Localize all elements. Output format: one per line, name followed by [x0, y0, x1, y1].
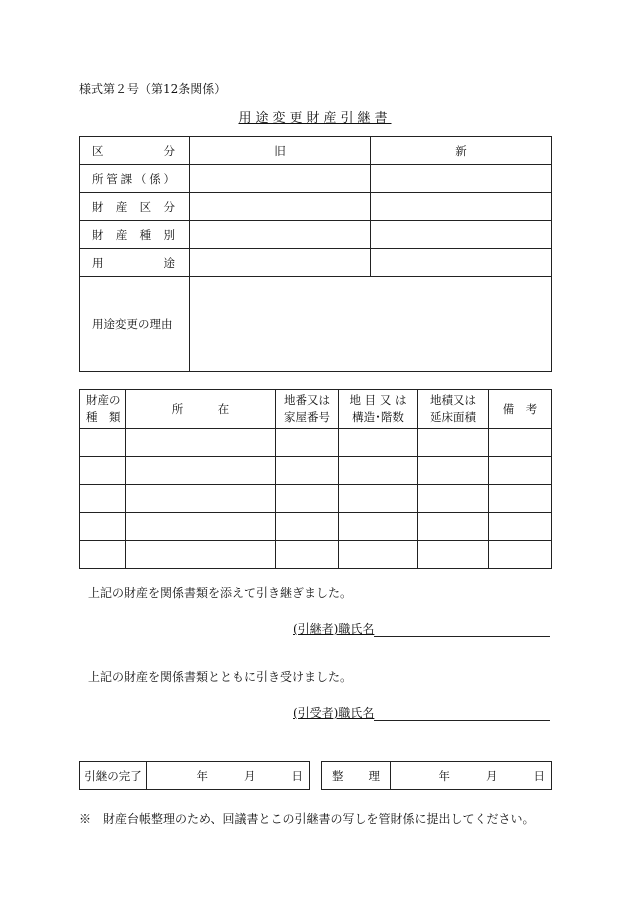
header-property-kind: 財産の 種 類 [80, 390, 126, 429]
header-location: 所 在 [126, 390, 276, 429]
header-kubun: 区 分 [80, 137, 190, 165]
row-label-property-type: 財産種別 [80, 221, 190, 249]
table-row [80, 541, 552, 569]
table-row [80, 513, 552, 541]
cell-old-property-type[interactable] [190, 221, 371, 249]
row-label-department: 所管課（係） [80, 165, 190, 193]
table-row [80, 429, 552, 457]
completion-date[interactable]: 年 月 日 [147, 762, 310, 790]
table-row [80, 485, 552, 513]
row-label-usage: 用 途 [80, 249, 190, 277]
seiri-date[interactable]: 年 月 日 [391, 762, 552, 790]
cell-new-department[interactable] [371, 165, 552, 193]
cell-reason[interactable] [190, 277, 552, 372]
signature-handover-label: (引継者)職氏名 [293, 622, 375, 636]
cell-new-usage[interactable] [371, 249, 552, 277]
header-area: 地積又は 延床面積 [418, 390, 489, 429]
row-label-reason: 用途変更の理由 [80, 277, 190, 372]
statement-handover: 上記の財産を関係書類を添えて引き継ぎました。 [88, 586, 353, 600]
cell-new-property-type[interactable] [371, 221, 552, 249]
header-remarks: 備 考 [489, 390, 552, 429]
row-label-property-class: 財産区分 [80, 193, 190, 221]
form-reference: 様式第２号（第12条関係） [79, 82, 227, 96]
cell-old-usage[interactable] [190, 249, 371, 277]
signature-receive-line[interactable] [374, 706, 550, 721]
header-old: 旧 [190, 137, 371, 165]
statement-receive: 上記の財産を関係書類とともに引き受けました。 [88, 670, 353, 684]
footnote: ※ 財産台帳整理のため、回議書とこの引継書の写しを管財係に提出してください。 [79, 812, 535, 826]
signature-handover [293, 620, 550, 637]
cell-new-property-class[interactable] [371, 193, 552, 221]
seiri-table [321, 761, 552, 790]
usage-change-table [79, 136, 552, 372]
header-lot-number: 地番又は 家屋番号 [276, 390, 339, 429]
document-title-text: 用途変更財産引継書 [238, 111, 392, 126]
completion-label: 引継の完了 [80, 762, 147, 790]
table-row [80, 457, 552, 485]
header-land-category: 地 目 又 は 構造･階数 [339, 390, 418, 429]
document-title [0, 107, 630, 126]
seiri-label: 整 理 [322, 762, 391, 790]
cell-old-department[interactable] [190, 165, 371, 193]
cell-old-property-class[interactable] [190, 193, 371, 221]
signature-receive-label: (引受者)職氏名 [293, 706, 375, 720]
signature-handover-line[interactable] [374, 622, 550, 637]
signature-receive [293, 704, 550, 721]
completion-table [79, 761, 310, 790]
header-new: 新 [371, 137, 552, 165]
property-detail-table [79, 389, 552, 569]
